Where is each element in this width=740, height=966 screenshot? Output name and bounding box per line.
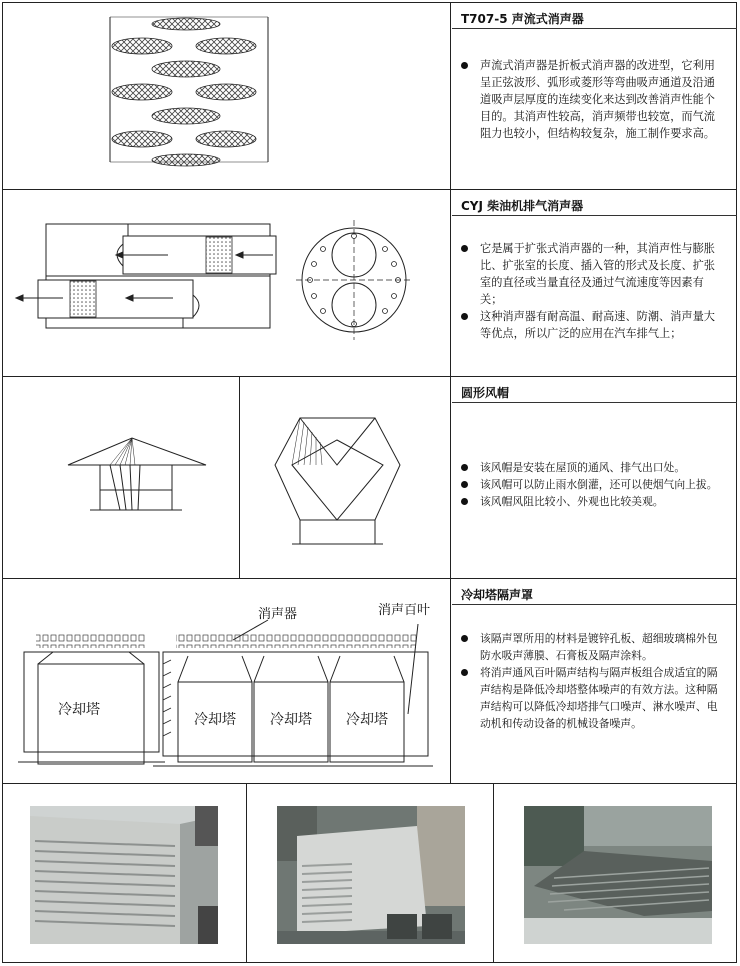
section-title-underline [452, 604, 737, 605]
bullet-icon [461, 481, 468, 488]
section-title-cooling-tower-enclosure: 冷却塔隔声罩 [461, 588, 534, 602]
bullet-item: 它是属于扩张式消声器的一种，其消声性与膨胀比、扩张室的长度、插入管的形式及长度、扩张室的直径或当量直径及通过气流速度等因素有关； [458, 240, 726, 308]
section-title-exhaust-silencer: CYJ 柴油机排气消声器 [461, 199, 584, 213]
row-divider-1 [2, 189, 737, 190]
cooling-tower-enclosure-drawing [18, 594, 438, 774]
section-text-exhaust-silencer [458, 240, 726, 342]
bullet-icon [461, 313, 468, 320]
acoustic-flow-silencer-drawing [100, 12, 270, 172]
photo-enclosure-rooftop [277, 806, 465, 944]
flange-end-view-drawing [296, 210, 416, 350]
photo-divider-2 [493, 783, 494, 963]
label-cooling-tower: 冷却塔 [194, 712, 236, 728]
round-hood-elevation-drawing [60, 430, 210, 520]
round-hood-section-drawing [270, 410, 405, 555]
column-divider [450, 2, 451, 783]
bullet-item: 该风帽可以防止雨水倒灌，还可以使烟气向上拔。 [458, 476, 726, 493]
section-text-silencer [458, 57, 726, 142]
label-cooling-tower: 冷却塔 [270, 712, 312, 728]
bullet-icon [461, 635, 468, 642]
bullet-item: 声流式消声器是折板式消声器的改进型，它利用呈正弦波形、弧形或菱形等弯曲吸声通道及沿通道吸声层厚度的连续变化来达到改善消声性能个目的。其消声性较高，消声频带也较宽，而气流阻力也较小，但结构较复杂，施工制作要求高。 [458, 57, 726, 142]
bullet-item: 这种消声器有耐高温、耐高速、防潮、消声量大等优点，所以广泛的应用在汽车排气上； [458, 308, 726, 342]
label-cooling-tower: 冷却塔 [58, 702, 100, 718]
bullet-item: 将消声通风百叶隔声结构与隔声板组合成适宜的隔声结构是降低冷却塔整体噪声的有效方法。这种隔声结构可以降低冷却塔排气口噪声、淋水噪声、电动机和传动设备的机械设备噪声。 [458, 664, 726, 732]
bullet-item: 该风帽风阻比较小、外观也比较美观。 [458, 493, 726, 510]
row-divider-4 [2, 783, 737, 784]
bullet-item: 该风帽是安装在屋顶的通风、排气出口处。 [458, 459, 726, 476]
bullet-icon [461, 245, 468, 252]
section-text-cooling-tower-enclosure [458, 630, 726, 732]
section-title-silencer: T707-5 声流式消声器 [461, 12, 584, 26]
row-divider-2 [2, 376, 737, 377]
bullet-item: 该隔声罩所用的材料是镀锌孔板、超细玻璃棉外包防水吸声薄膜、石膏板及隔声涂料。 [458, 630, 726, 664]
section-title-underline [452, 28, 737, 29]
section-title-round-hood: 圆形风帽 [461, 386, 510, 400]
row-divider-3 [2, 578, 737, 579]
bullet-icon [461, 62, 468, 69]
section-text-round-hood [458, 459, 726, 510]
photo-enclosure-top-view [524, 806, 712, 944]
photo-divider-1 [246, 783, 247, 963]
section-title-underline [452, 215, 737, 216]
diesel-exhaust-silencer-section-drawing [8, 200, 298, 370]
hood-divider [239, 376, 240, 578]
photo-enclosure-side-view [30, 806, 218, 944]
bullet-icon [461, 464, 468, 471]
label-cooling-tower: 冷却塔 [346, 712, 388, 728]
bullet-icon [461, 669, 468, 676]
section-title-underline [452, 402, 737, 403]
bullet-icon [461, 498, 468, 505]
label-silencer-louver: 消声百叶 [378, 603, 431, 618]
label-silencer: 消声器 [258, 607, 298, 622]
